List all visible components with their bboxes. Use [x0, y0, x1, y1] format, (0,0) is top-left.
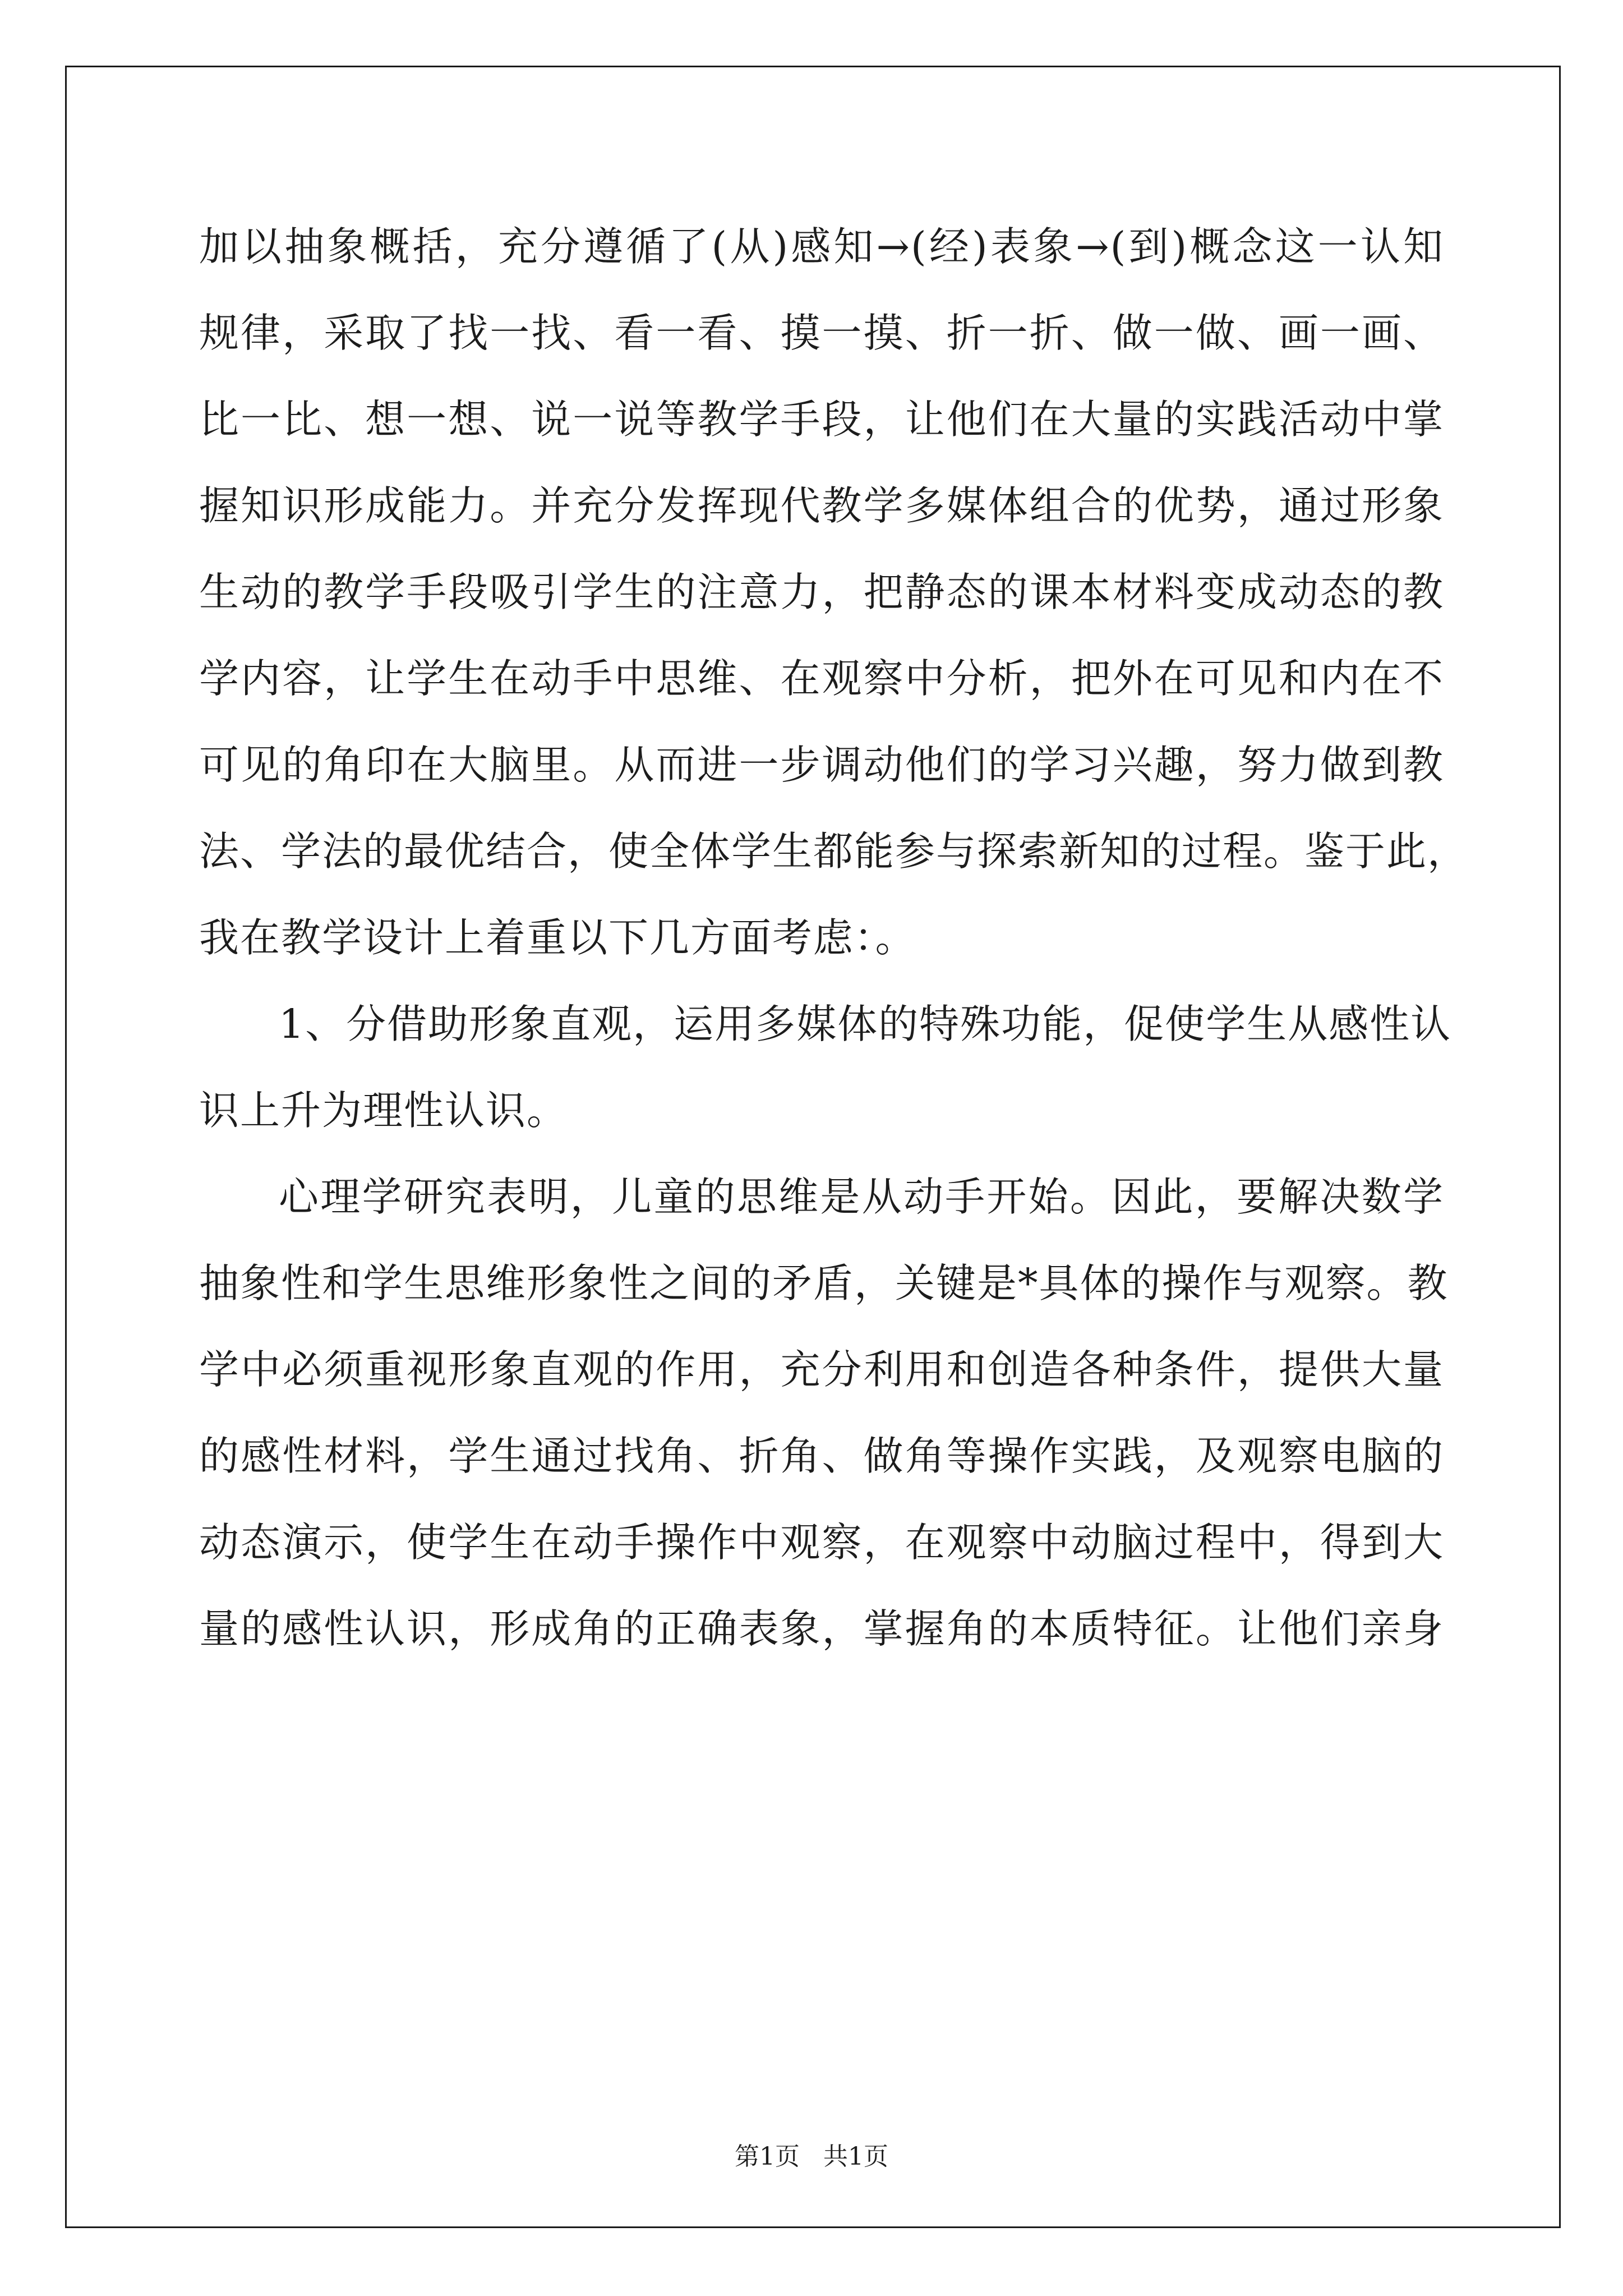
text-line: 学中必须重视形象直观的作用，充分利用和创造各种条件，提供大量 [199, 1346, 1444, 1393]
text-line: 的感性材料，学生通过找角、折角、做角等操作实践，及观察电脑的 [199, 1433, 1444, 1479]
text-line: 学内容，让学生在动手中思维、在观察中分析，把外在可见和内在不 [199, 655, 1444, 702]
text-line: 规律，采取了找一找、看一看、摸一摸、折一折、做一做、画一画、 [199, 310, 1444, 356]
page-number-footer: 第1页 共1页 [735, 2142, 888, 2171]
paragraph-first-line: 1、分借助形象直观，运用多媒体的特殊功能，促使学生从感性认 [279, 1001, 1452, 1047]
text-line: 抽象性和学生思维形象性之间的矛盾，关键是*具体的操作与观察。教 [199, 1260, 1449, 1306]
text-line: 动态演示，使学生在动手操作中观察，在观察中动脑过程中，得到大 [199, 1519, 1444, 1566]
text-line: 我在教学设计上着重以下几方面考虑：。 [199, 914, 916, 961]
paragraph-first-line: 心理学研究表明，儿童的思维是从动手开始。因此，要解决数学 [279, 1174, 1444, 1220]
text-line: 识上升为理性认识。 [199, 1087, 568, 1134]
text-line: 量的感性认识，形成角的正确表象，掌握角的本质特征。让他们亲身 [199, 1605, 1444, 1652]
text-line: 加以抽象概括，充分遵循了(从)感知→(经)表象→(到)概念这一认知 [199, 223, 1444, 270]
text-line: 比一比、想一想、说一说等教学手段，让他们在大量的实践活动中掌 [199, 396, 1444, 443]
text-line: 可见的角印在大脑里。从而进一步调动他们的学习兴趣，努力做到教 [199, 742, 1444, 788]
text-line: 生动的教学手段吸引学生的注意力，把静态的课本材料变成动态的教 [199, 569, 1444, 615]
text-line: 握知识形成能力。并充分发挥现代教学多媒体组合的优势，通过形象 [199, 482, 1444, 529]
text-line: 法、学法的最优结合，使全体学生都能参与探索新知的过程。鉴于此， [199, 828, 1469, 875]
document-body [199, 216, 1469, 1685]
